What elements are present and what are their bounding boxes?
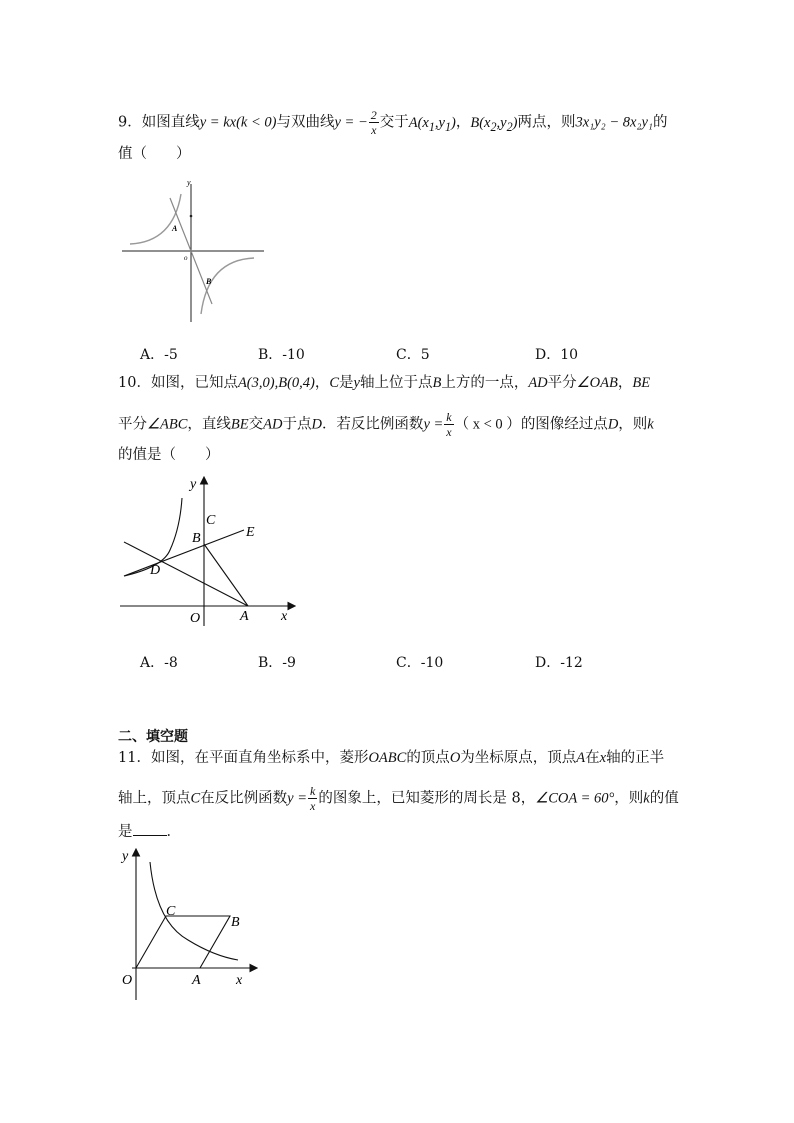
q11-label-b: B bbox=[231, 915, 240, 930]
q10-label-y: y bbox=[190, 477, 197, 492]
q11-figure bbox=[118, 844, 268, 1004]
q10-line1: 10．如图，已知点A(3,0),B(0,4)，C是y轴上位于点B上方的一点，AD平分∠OAB，BE bbox=[118, 375, 651, 391]
q9-label-o: o bbox=[184, 254, 188, 262]
q11-label-a: A bbox=[192, 973, 201, 988]
q10-label-c: C bbox=[206, 513, 216, 528]
q11-rhombus bbox=[136, 916, 230, 968]
q10-option-b[interactable]: B．-9 bbox=[258, 655, 296, 671]
q11-label-o: O bbox=[122, 973, 133, 988]
q9-option-b[interactable]: B．-10 bbox=[258, 347, 305, 363]
q11-line3: 是 ． bbox=[118, 824, 181, 840]
q9-unit-dot bbox=[190, 215, 193, 218]
q9-line-equation: y = kx(k < 0) bbox=[199, 114, 277, 131]
q10-label-a: A bbox=[240, 609, 249, 624]
q11-function-fraction: $\frac{k}{x}$ bbox=[310, 784, 316, 813]
q9-hyperbola-left bbox=[130, 194, 181, 244]
q10-option-d[interactable]: D．-12 bbox=[535, 655, 583, 671]
q10-function-fraction: $\frac{k}{x}$ bbox=[446, 410, 452, 439]
q10-line3: 的值是（ ） bbox=[118, 447, 220, 463]
q10-label-o: O bbox=[190, 611, 201, 626]
q10-figure bbox=[118, 472, 298, 632]
q9-label-b: B bbox=[206, 277, 212, 286]
q10-label-d: D bbox=[150, 563, 161, 578]
q11-line2: 轴上，顶点C在反比例函数y = $\frac{k}{x}$ 的图象上，已知菱形的周长是 8，∠COA = 60°，则k的值 bbox=[118, 784, 679, 813]
q11-label-x: x bbox=[236, 973, 243, 988]
q10-option-c[interactable]: C．-10 bbox=[396, 655, 444, 671]
q11-label-y: y bbox=[122, 849, 129, 864]
q10-line2: 平分∠ABC，直线BE交AD于点D．若反比例函数y = $\frac{k}{x}$ （ x < 0 ）的图像经过点D，则k bbox=[118, 410, 654, 439]
q9-figure bbox=[118, 176, 268, 326]
q9-option-d[interactable]: D．10 bbox=[535, 347, 579, 363]
q10-label-e: E bbox=[246, 525, 255, 540]
q9-line2: 值（ ） bbox=[118, 146, 191, 162]
q9-hyperbola-fraction: $\frac{2}{x}$ bbox=[370, 108, 377, 137]
q9-hyperbola-right bbox=[201, 258, 254, 314]
q11-hyperbola bbox=[150, 862, 238, 960]
q11-answer-blank[interactable] bbox=[133, 822, 167, 836]
q9-label-a: A bbox=[172, 224, 178, 233]
q9-point-b: $B(x_2,y_2)$ bbox=[470, 114, 518, 134]
q10-line-ab bbox=[204, 544, 248, 606]
q10-line-ad bbox=[124, 542, 248, 606]
q11-line1: 11．如图，在平面直角坐标系中，菱形OABC的顶点O为坐标原点，顶点A在x轴的正半 bbox=[118, 750, 665, 766]
q9-label-y: y bbox=[187, 178, 191, 187]
q10-label-b: B bbox=[192, 531, 201, 546]
q9-option-c[interactable]: C．5 bbox=[396, 347, 430, 363]
q9-point-a: $A(x_1,y_1)$ bbox=[408, 114, 456, 134]
q9-option-a[interactable]: A．-5 bbox=[140, 347, 178, 363]
q10-line-de bbox=[124, 530, 244, 576]
q10-option-a[interactable]: A．-8 bbox=[140, 655, 178, 671]
section-fill-in-blank-title: 二、填空题 bbox=[118, 729, 188, 745]
q10-label-x: x bbox=[281, 609, 288, 624]
q9-expression: 3x₁y₂ − 8x₂y₁ bbox=[575, 114, 653, 131]
q9-line1: 9．如图直线y = kx(k < 0)与双曲线y = − $\frac{2}{x}$ 交于$A(x_1,y_1)$，$B(x_2,y_2)$两点，则3x₁y₂ − 8x₂y₁的 bbox=[118, 108, 668, 137]
q11-label-c: C bbox=[166, 904, 176, 919]
